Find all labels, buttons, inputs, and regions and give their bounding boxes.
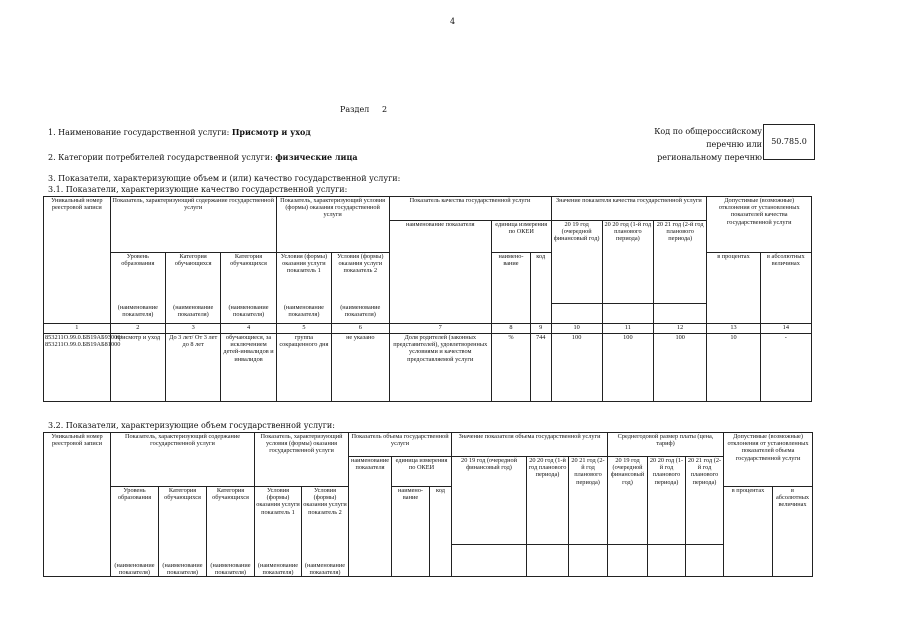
code-box (763, 124, 815, 160)
code-label-line-3: региональному перечню (657, 153, 762, 162)
col-condition-2: Условия (формы) оказания услуги показатель 2 (302, 487, 349, 545)
col-deviation-absolute: в абсолютных величинах (773, 487, 813, 577)
pname-3: (наименование показателя) (207, 545, 255, 577)
col-form-indicator: Показатель, характеризующий условия (формы) оказания государственной услуги (276, 197, 389, 253)
num-cell: 13 (707, 324, 760, 334)
pname-2: (наименование показателя) (159, 545, 207, 577)
year-cont-3 (569, 545, 608, 577)
col-student-category-2: Категория обучающихся (207, 487, 255, 545)
section-label: Раздел (340, 105, 370, 114)
num-cell: 2 (110, 324, 165, 334)
row-indicator-name: Доля родителей (законных представителей), удовлетворенных условиями и качеством предоставляемой услуги (389, 334, 492, 402)
row-category-1: До 3 лет/ От 3 лет до 8 лет (166, 334, 221, 402)
col-year-2019: 20 19 год (очередной финансовый год) (551, 221, 602, 304)
col-unique-number: Уникальный номер реестровой записи (44, 197, 111, 304)
row-category-2: обучающиеся, за исключением детей-инвалидов и инвалидов (221, 334, 276, 402)
col-deviation: Допустимые (возможные) отклонения от установленных показателей объема государственной услуги (724, 433, 813, 487)
table-row (44, 334, 812, 402)
row-condition-2: не указано (332, 334, 389, 402)
pname-1: (наименование показателя) (110, 304, 165, 324)
col-price-2020: 20 20 год (1-й год планового периода) (648, 457, 686, 545)
row-condition-1: группа сокращенного дня (276, 334, 331, 402)
consumer-category-value: физические лица (275, 152, 358, 162)
col-deviation-absolute: в абсолютных величинах (760, 253, 811, 324)
page-number: 4 (450, 17, 456, 26)
num-cell: 7 (389, 324, 492, 334)
col-education-level: Уровень образования (111, 487, 159, 545)
row-value-2020: 100 (602, 334, 653, 402)
pname-5: (наименование показателя) (332, 304, 389, 324)
pname-2: (наименование показателя) (166, 304, 221, 324)
col-quality-value: Значение показателя качества государственной услуги (551, 197, 707, 221)
price-cont-2 (648, 545, 686, 577)
num-cell: 11 (602, 324, 653, 334)
col-year-2019: 20 19 год (очередной финансовый год) (452, 457, 527, 545)
pname-1: (наименование показателя) (111, 545, 159, 577)
row-value-2019: 100 (551, 334, 602, 402)
col-content-indicator: Показатель, характеризующий содержание государственной услуги (110, 197, 276, 253)
col-condition-2: Условия (формы) оказания услуги показатель 2 (332, 253, 389, 304)
col-student-category-1: Категория обучающихся (166, 253, 221, 304)
col-form-indicator: Показатель, характеризующий условия (формы) оказания государственной услуги (255, 433, 349, 487)
col-unit-name: наимено-вание (492, 253, 531, 324)
col-unit: единица измерения по ОКЕИ (392, 457, 452, 487)
num-cell: 6 (332, 324, 389, 334)
volume-heading: 3.2. Показатели, характеризующие объем государственной услуги: (48, 421, 335, 430)
year-cont-2 (527, 545, 569, 577)
price-cont-3 (686, 545, 724, 577)
col-unit: единица измерения по ОКЕИ (492, 221, 551, 253)
num-cell: 4 (221, 324, 276, 334)
volume-table (43, 432, 813, 577)
consumer-category-line (48, 152, 358, 163)
col-unit-code: код (430, 487, 452, 577)
col-deviation: Допустимые (возможные) отклонения от установленных показателей качества государственной услуги (707, 197, 812, 253)
col-deviation-percent: в процентах (707, 253, 760, 324)
code-label-line-1: Код по общероссийскому (654, 127, 762, 136)
col-indicator-name: наименование показателя (389, 221, 492, 324)
col-quality-indicator: Показатель качества государственной услуги (389, 197, 551, 221)
indicators-heading: 3. Показатели, характеризующие объем и (или) качество государственной услуги: (48, 174, 401, 183)
year-cont-3 (654, 304, 707, 324)
service-name-value: Присмотр и уход (231, 127, 311, 137)
num-cell: 3 (166, 324, 221, 334)
col-price-2021: 20 21 год (2-й год планового периода) (686, 457, 724, 545)
pname-5: (наименование показателя) (302, 545, 349, 577)
section-number: 2 (381, 105, 388, 114)
col-volume-indicator: Показатель объема государственной услуги (349, 433, 452, 457)
col-condition-1: Условия (формы) оказания услуги показатель 1 (276, 253, 331, 304)
col-student-category-2: Категория обучающихся (221, 253, 276, 304)
col-unique-number-cont (44, 304, 111, 324)
col-deviation-percent: в процентах (724, 487, 773, 577)
col-student-category-1: Категория обучающихся (159, 487, 207, 545)
row-deviation-percent: 10 (707, 334, 760, 402)
row-deviation-absolute: - (760, 334, 811, 402)
col-unit-name: наимено-вание (392, 487, 430, 577)
service-name-line (48, 127, 311, 138)
code-value: 50.785.0 (771, 137, 807, 146)
num-cell: 10 (551, 324, 602, 334)
col-year-2021: 20 21 год (2-й год планового периода) (569, 457, 608, 545)
col-price: Среднегодовой размер платы (цена, тариф) (608, 433, 724, 457)
section-heading (340, 105, 387, 115)
col-price-2019: 20 19 год (очередной финансовый год) (608, 457, 648, 545)
col-condition-1: Условия (формы) оказания услуги показатель 1 (255, 487, 302, 545)
year-cont-1 (452, 545, 527, 577)
service-name-prefix: 1. Наименование государственной услуги: (48, 128, 232, 137)
row-unit: % (492, 334, 531, 402)
col-indicator-name: наименование показателя (349, 457, 392, 577)
num-cell: 5 (276, 324, 331, 334)
code-label-line-2: перечню или (706, 140, 762, 149)
col-year-2020: 20 20 год (1-й год планового периода) (527, 457, 569, 545)
col-unique-number: Уникальный номер реестровой записи (44, 433, 111, 545)
col-year-2021: 20 21 год (2-й год планового периода) (654, 221, 707, 304)
consumer-category-prefix: 2. Категории потребителей государственной услуги: (48, 153, 276, 162)
col-unit-code: код (530, 253, 551, 324)
quality-table (43, 196, 812, 402)
col-volume-value: Значение показателя объема государственной услуги (452, 433, 608, 457)
num-cell: 9 (530, 324, 551, 334)
price-cont-1 (608, 545, 648, 577)
row-education-level: присмотр и уход (110, 334, 165, 402)
quality-heading: 3.1. Показатели, характеризующие качество государственной услуги: (48, 185, 348, 194)
num-cell: 14 (760, 324, 811, 334)
col-unique-number-cont (44, 545, 111, 577)
row-registry-id: 853211О.99.0.БВ19АБ93000/ 853211О.99.0.БВ19АБ81000 (44, 334, 111, 402)
year-cont-2 (602, 304, 653, 324)
col-education-level: Уровень образования (110, 253, 165, 304)
num-cell: 12 (654, 324, 707, 334)
pname-3: (наименование показателя) (221, 304, 276, 324)
column-numbers-row (44, 324, 812, 334)
pname-4: (наименование показателя) (255, 545, 302, 577)
row-unit-code: 744 (530, 334, 551, 402)
num-cell: 1 (44, 324, 111, 334)
num-cell: 8 (492, 324, 531, 334)
col-year-2020: 20 20 год (1-й год планового периода) (602, 221, 653, 304)
col-content-indicator: Показатель, характеризующий содержание государственной услуги (111, 433, 255, 487)
pname-4: (наименование показателя) (276, 304, 331, 324)
row-value-2021: 100 (654, 334, 707, 402)
year-cont-1 (551, 304, 602, 324)
code-label (620, 127, 762, 163)
